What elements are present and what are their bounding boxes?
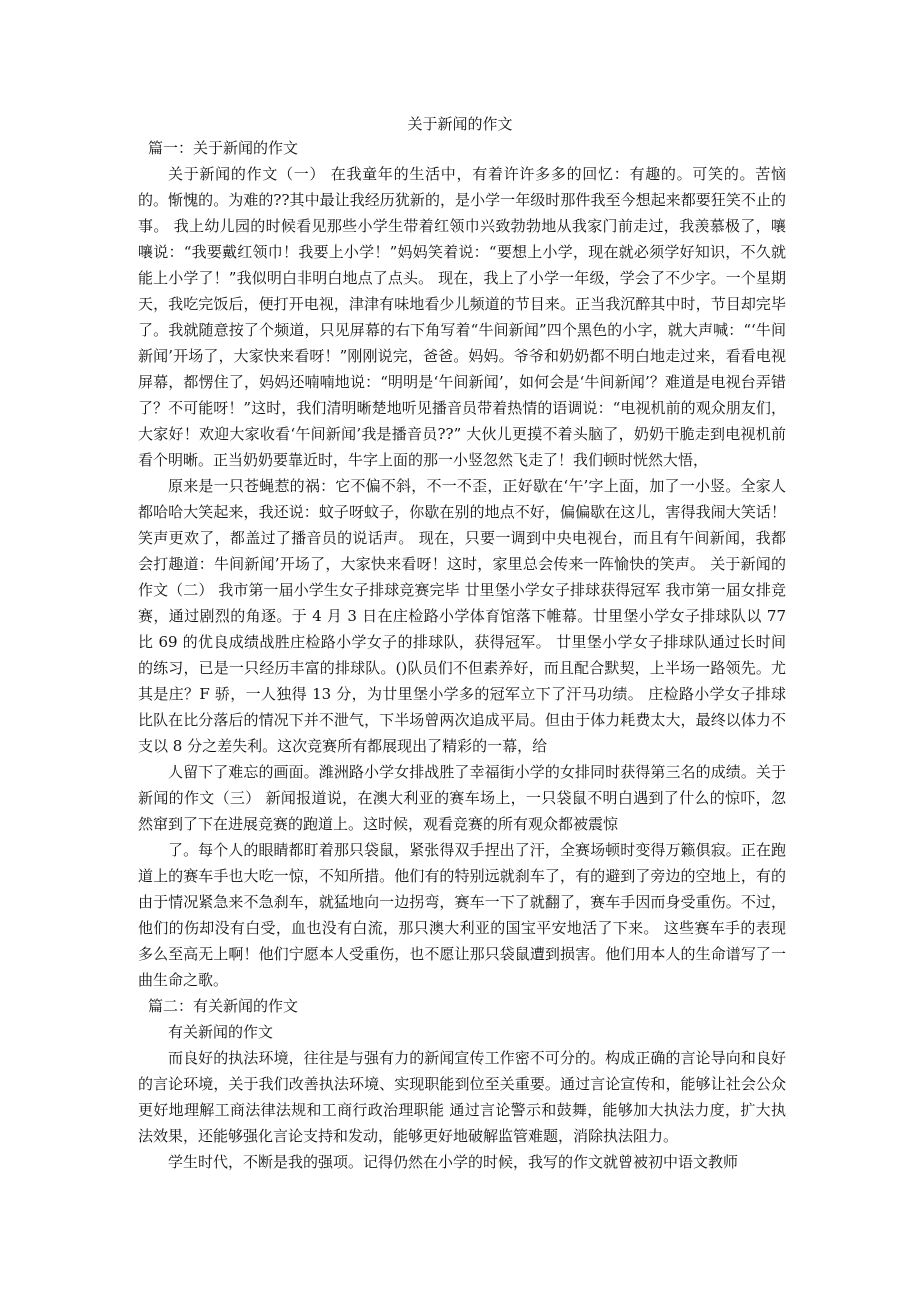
subheading: 有关新闻的作文 (168, 1023, 274, 1041)
paragraph: 学生时代，不断是我的强项。记得仍然在小学的时候，我写的作文就曾被初中语文教师 (168, 1153, 739, 1171)
section-heading-1: 篇一：关于新闻的作文 (148, 139, 299, 157)
paragraph: 关于新闻的作文（一） 在我童年的生活中，有着许许多多的回忆：有趣的。可笑的。苦恼的。惭愧的。为难的??其中最让我经历犹新的，是小学一年级时那件我至今想起来都要狂笑不止的事。 我上幼儿园的时候看见那些小学生带着红领巾兴致勃勃地从我家门前走过，我羡慕极了，嚷嚷说：“我要戴红领巾！我要上小学！”妈妈笑着说：“要想上小学，现在就必须学好知识，不久就能上小学了！”我似明白非明白地点了点头。 现在，我上了小学一年级，学会了不少字。一个星期天，我吃完饭后，便打开电视，津津有味地看少儿频道的节目来。正当我沉醉其中时，节目却完毕了。我就随意按了个频道，只见屏幕的右下角写着“牛间新闻”四个黑色的小字，就大声喊：“‘牛间新闻’开场了，大家快来看呀！”刚刚说完，爸爸。妈妈。爷爷和奶奶都不明白地走过来，看看电视屏幕，都愣住了，妈妈还喃喃地说：“明明是‘午间新闻’，如何会是‘牛间新闻’？难道是电视台弄错了？不可能呀！”这时，我们清明晰楚地听见播音员带着热情的语调说：“电视机前的观众朋友们，大家好！欢迎大家收看‘午间新闻’我是播音员??” 大伙儿更摸不着头脑了，奶奶干脆走到电视机前看个明晰。正当奶奶要靠近时，牛字上面的那一小竖忽然飞走了！我们顿时恍然大悟， (138, 165, 786, 469)
paragraph: 人留下了难忘的画面。潍洲路小学女排战胜了幸福街小学的女排同时获得第三名的成绩。关于新闻的作文（三） 新闻报道说，在澳大利亚的赛车场上，一只袋鼠不明白遇到了什么的惊吓，忽然窜到了下在进展竞赛的跑道上。这时候，观看竞赛的所有观众都被震惊 (138, 763, 786, 833)
document-body (138, 135, 786, 1175)
section-heading-2: 篇二：有关新闻的作文 (148, 997, 299, 1015)
paragraph: 而良好的执法环境，往往是与强有力的新闻宣传工作密不可分的。构成正确的言论导向和良好的言论环境，关于我们改善执法环境、实现职能到位至关重要。通过言论宣传和，能够让社会公众更好地理解工商法律法规和工商行政治理职能 通过言论警示和鼓舞，能够加大执法力度，扩大执法效果，还能够强化言论支持和发动，能够更好地破解监管难题，消除执法阻力。 (138, 1049, 786, 1145)
paragraph: 原来是一只苍蝇惹的祸：它不偏不斜，不一不歪，正好歇在‘午’字上面，加了一小竖。全家人都哈哈大笑起来，我还说：蚊子呀蚊子，你歇在别的地点不好，偏偏歇在这儿，害得我闹大笑话！笑声更欢了，都盖过了播音员的说话声。 现在，只要一调到中央电视台，而且有午间新闻，我都会打趣道：牛间新闻’开场了，大家快来看呀！这时，家里总会传来一阵愉快的笑声。 关于新闻的作文（二） 我市第一届小学生女子排球竞赛完毕 廿里堡小学女子排球获得冠军 我市第一届女排竞赛，通过剧烈的角逐。于 4 月 3 日在庄检路小学体育馆落下帷幕。廿里堡小学女子排球队以 77 比 69 的优良成绩战胜庄检路小学女子的排球队，获得冠军。 廿里堡小学女子排球队通过长时间的练习，已是一只经历丰富的排球队。()队员们不但素养好，而且配合默契，上半场一路领先。尤其是庄？F 骄，一人独得 13 分，为廿里堡小学多的冠军立下了汗马功绩。 庄检路小学女子排球比队在比分落后的情况下并不泄气，下半场曾两次追成平局。但由于体力耗费太大，最终以体力不支以 8 分之差失利。这次竞赛所有都展现出了精彩的一幕，给 (138, 477, 786, 755)
paragraph: 了。每个人的眼睛都盯着那只袋鼠，紧张得双手捏出了汗，全赛场顿时变得万籁俱寂。正在跑道上的赛车手也大吃一惊，不知所措。他们有的特别远就刹车了，有的避到了旁边的空地上，有的由于情况紧急来不急刹车，就猛地向一边拐弯，赛车一下了就翻了，赛车手因而身受重伤。不过，他们的伤却没有白受，血也没有白流，那只澳大利亚的国宝平安地活了下来。 这些赛车手的表现多么至高无上啊！他们宁愿本人受重伤，也不愿让那只袋鼠遭到损害。他们用本人的生命谱写了一曲生命之歌。 (138, 841, 786, 989)
document-title: 关于新闻的作文 (407, 115, 513, 133)
